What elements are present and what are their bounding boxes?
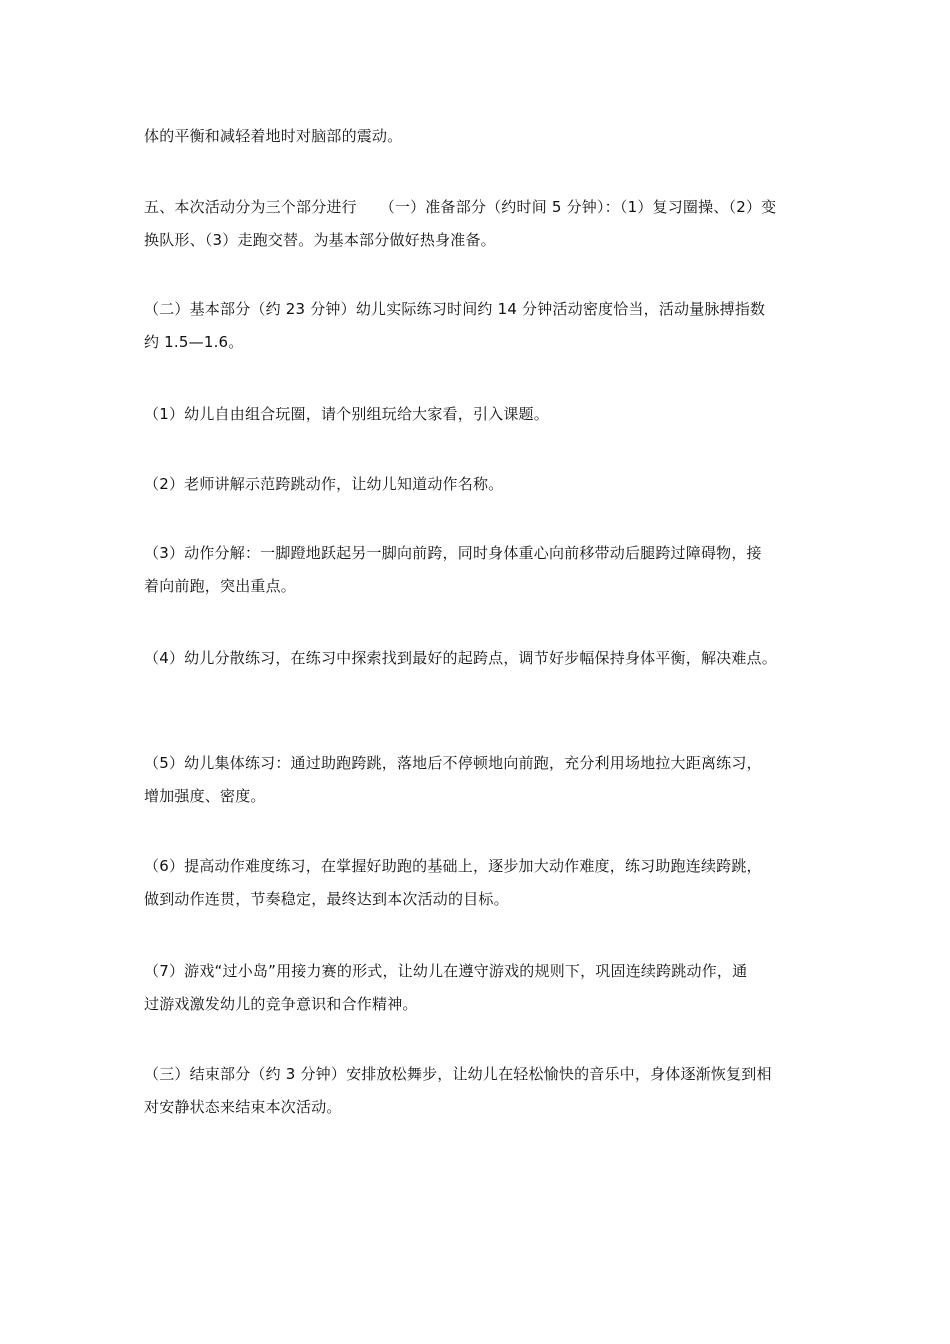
paragraph-step-6 — [144, 850, 824, 916]
paragraph-step-1 — [144, 398, 824, 431]
text-line: 约 1.5—1.6。 — [144, 333, 244, 351]
text-line: 体的平衡和减轻着地时对脑部的震动。 — [144, 127, 403, 145]
text-line: 做到动作连贯，节奏稳定，最终达到本次活动的目标。 — [144, 890, 509, 908]
paragraph-step-5 — [144, 747, 824, 813]
text-line: （二）基本部分（约 23 分钟）幼儿实际练习时间约 14 分钟活动密度恰当，活动量脉搏指数 — [144, 300, 766, 318]
text-line: 着向前跑，突出重点。 — [144, 577, 297, 595]
text-line: （5）幼儿集体练习：通过助跑跨跳，落地后不停顿地向前跑，充分利用场地拉大距离练习， — [144, 754, 762, 772]
text-line: （三）结束部分（约 3 分钟）安排放松舞步，让幼儿在轻松愉快的音乐中，身体逐渐恢复到相 — [144, 1065, 772, 1083]
text-line: 五、本次活动分为三个部分进行 （一）准备部分（约时间 5 分钟）：（1）复习圈操、（2）变 — [144, 198, 777, 216]
paragraph-closing-part — [144, 1058, 824, 1124]
text-line: （7）游戏“过小岛”用接力赛的形式，让幼儿在遵守游戏的规则下，巩固连续跨跳动作，通 — [144, 962, 748, 980]
paragraph-balance — [144, 120, 824, 153]
text-line: （2）老师讲解示范跨跳动作，让幼儿知道动作名称。 — [144, 475, 504, 493]
paragraph-step-2 — [144, 468, 824, 501]
paragraph-basic-part — [144, 293, 824, 359]
text-line: （3）动作分解：一脚蹬地跃起另一脚向前跨，同时身体重心向前移带动后腿跨过障碍物，接 — [144, 544, 762, 562]
text-line: 对安静状态来结束本次活动。 — [144, 1098, 342, 1116]
text-line: （1）幼儿自由组合玩圈，请个别组玩给大家看，引入课题。 — [144, 405, 549, 423]
paragraph-step-7 — [144, 955, 824, 1021]
paragraph-activity-parts — [144, 191, 824, 257]
text-line: 换队形、（3）走跑交替。为基本部分做好热身准备。 — [144, 231, 496, 249]
paragraph-step-4 — [144, 642, 824, 675]
text-line: （6）提高动作难度练习，在掌握好助跑的基础上，逐步加大动作难度，练习助跑连续跨跳， — [144, 857, 762, 875]
paragraph-step-3 — [144, 537, 824, 603]
text-line: 过游戏激发幼儿的竞争意识和合作精神。 — [144, 995, 418, 1013]
text-line: 增加强度、密度。 — [144, 787, 266, 805]
text-line: （4）幼儿分散练习，在练习中探索找到最好的起跨点，调节好步幅保持身体平衡，解决难点。 — [144, 649, 777, 667]
